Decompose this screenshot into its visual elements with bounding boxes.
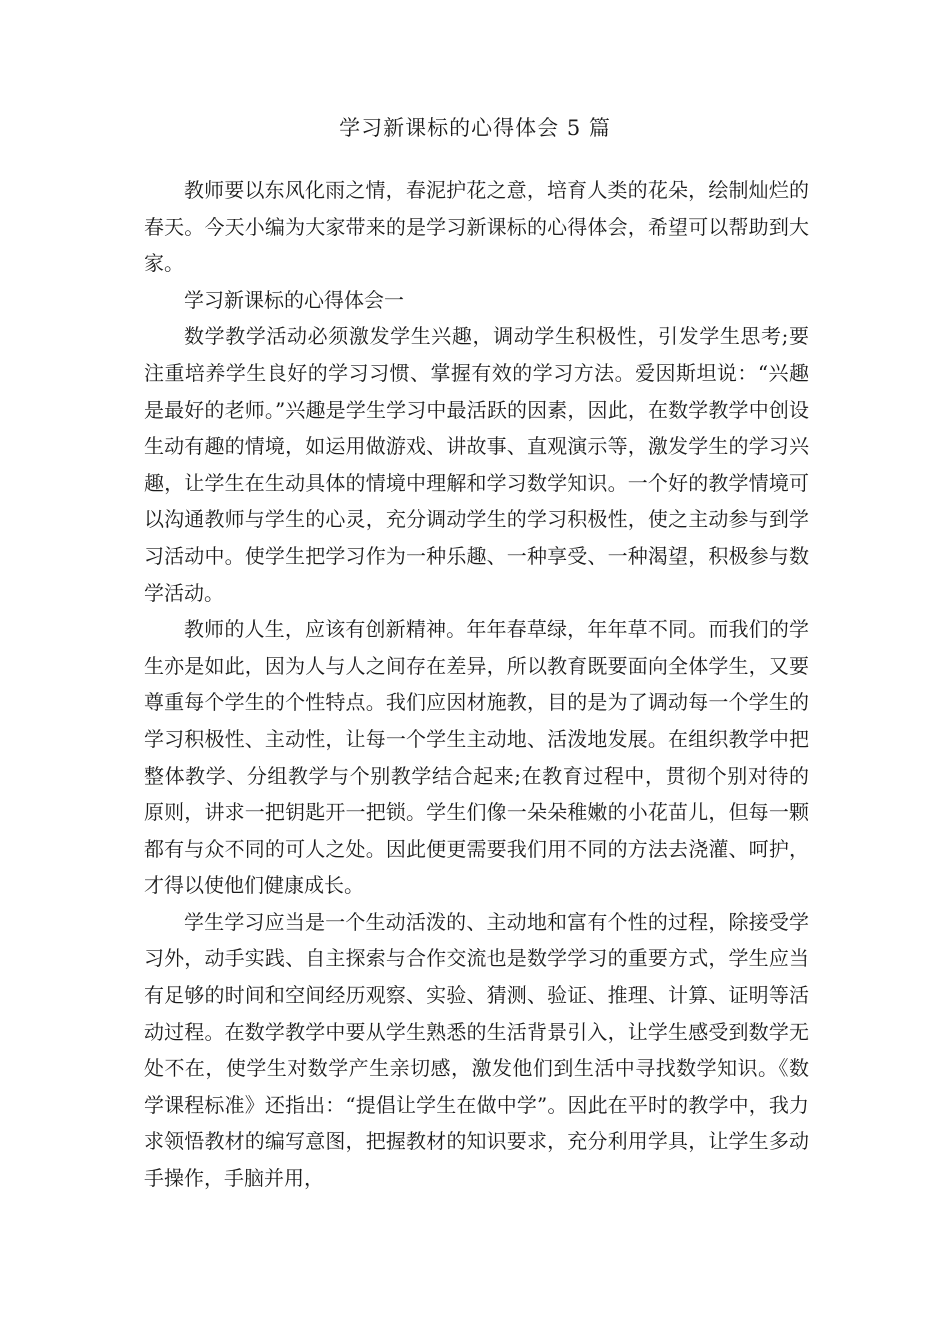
section-heading: 学习新课标的心得体会一 [184, 287, 404, 312]
document-title: 学习新课标的心得体会 5 篇 [339, 116, 611, 140]
body-paragraph: 教师的人生，应该有创新精神。年年春草绿，年年草不同。而我们的学生亦是如此，因为人与人之间存在差异，所以教育既要面向全体学生，又要尊重每个学生的个性特点。我们应因材施教，目的是为了调动每一个学生的学习积极性、主动性，让每一个学生主动地、活泼地发展。在组织教学中把整体教学、分组教学与个别教学结合起来;在教育过程中，贯彻个别对待的原则，讲求一把钥匙开一把锁。学生们像一朵朵稚嫩的小花苗儿，但每一颗都有与众不同的可人之处。因此便更需要我们用不同的方法去浇灌、呵护，才得以使他们健康成长。 [144, 617, 809, 898]
body-paragraph: 学生学习应当是一个生动活泼的、主动地和富有个性的过程，除接受学习外，动手实践、自主探索与合作交流也是数学学习的重要方式，学生应当有足够的时间和空间经历观察、实验、猜测、验证、推理、计算、证明等活动过程。在数学教学中要从学生熟悉的生活背景引入，让学生感受到数学无处不在，使学生对数学产生亲切感，激发他们到生活中寻找数学知识。《数学课程标准》还指出：“提倡让学生在做中学”。因此在平时的教学中，我力求领悟教材的编写意图，把握教材的知识要求，充分利用学具，让学生多动手操作，手脑并用， [144, 909, 809, 1191]
intro-paragraph: 教师要以东风化雨之情，春泥护花之意，培育人类的花朵，绘制灿烂的春天。今天小编为大家带来的是学习新课标的心得体会，希望可以帮助到大家。 [144, 178, 809, 276]
document-body [144, 172, 809, 1197]
body-paragraph: 数学教学活动必须激发学生兴趣，调动学生积极性，引发学生思考;要注重培养学生良好的学习习惯、掌握有效的学习方法。爱因斯坦说：“兴趣是最好的老师。”兴趣是学生学习中最活跃的因素，因此，在数学教学中创设生动有趣的情境，如运用做游戏、讲故事、直观演示等，激发学生的学习兴趣，让学生在生动具体的情境中理解和学习数学知识。一个好的教学情境可以沟通教师与学生的心灵，充分调动学生的学习积极性，使之主动参与到学习活动中。使学生把学习作为一种乐趣、一种享受、一种渴望，积极参与数学活动。 [144, 324, 809, 605]
